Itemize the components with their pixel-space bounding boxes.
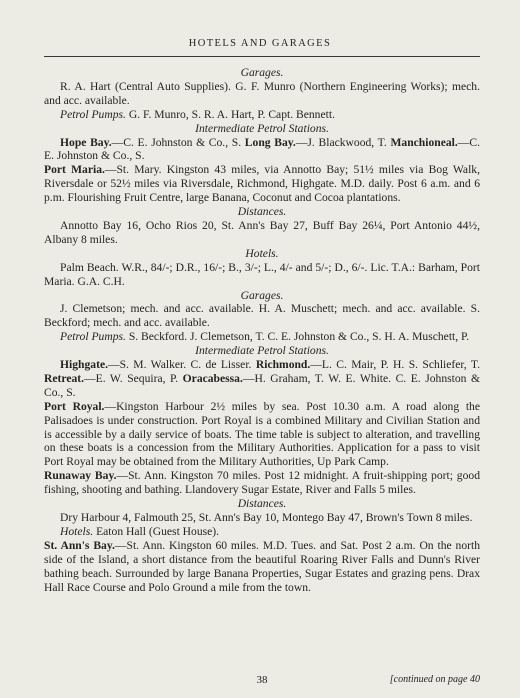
distances-text: Dry Harbour 4, Falmouth 25, St. Ann's Bay 10, Montego Bay 47, Brown's Town 8 miles. [60,511,473,524]
station-name: Hope Bay. [60,135,112,149]
hotels-text: Palm Beach. W.R., 84/-; D.R., 16/-; B., 3/-; L., 4/- and 5/-; D., 6/-. Lic. T.A.: Barham, Port Maria. G.A. C.H. [44,260,480,288]
station-name: Retreat. [44,371,85,385]
garages-text: R. A. Hart (Central Auto Supplies). G. F. Munro (Northern Engineering Works); mech. and acc. available. [44,79,480,107]
garages-heading: Garages. [240,66,284,79]
hotels-line [44,525,480,539]
station-name: Oracabessa. [182,371,243,385]
station-text: —S. M. Walker. C. de Lisser. [107,358,252,372]
page-number: 38 [256,674,268,686]
hotels-heading: Hotels. [245,246,279,260]
station-name: Richmond. [255,358,311,372]
entry-name-port-royal: Port Royal. [44,399,105,413]
stations-line [44,136,480,164]
running-head: HOTELS AND GARAGES [188,38,332,49]
runaway-bay-entry [44,469,480,497]
entry-name-runaway-bay: Runaway Bay. [44,469,117,483]
continued-note: [continued on page 40 [389,674,480,685]
garages-text: J. Clemetson; mech. and acc. available. H. A. Muschett; mech. and acc. available. S. Beckford; mech. and acc. available. [44,302,480,330]
station-text: —E. W. Sequira, P. [84,371,179,385]
entry-name-port-maria: Port Maria. [44,163,105,177]
petrol-pumps-line [44,108,480,122]
station-text: —H. Graham, T. W. E. White. C. E. Johnston & Co., S. [44,371,481,399]
hotels-label: Hotels. [60,524,94,538]
entry-name-st-anns-bay: St. Ann's Bay. [44,538,115,552]
station-text: —C. E. Johnston & Co., S. [111,135,242,149]
stations-line [44,358,480,400]
station-text: —L. C. Mair, P. H. S. Schliefer, T. [310,358,480,372]
station-text: —C. E. Johnston & Co., S. [44,135,480,163]
port-maria-entry [44,163,480,205]
intermediate-heading: Intermediate Petrol Stations. [195,121,329,135]
station-name: Highgate. [60,358,108,372]
distances-heading: Distances. [237,205,287,219]
petrol-pumps-label: Petrol Pumps. [60,330,126,344]
entry-text-port-royal: —Kingston Harbour 2½ miles by sea. Post 10.30 a.m. A road along the Palisadoes is under construction. Port Royal is a combined Military and Civilian Station and is accessible by a daily service of boats. The time table is subject to alteration, and travelling on these boats is a concession from the Military Authorities. Application for a pass to visit Port Royal may be obtained from the Military Authorities, Up Park Camp. [44,399,480,469]
petrol-pumps-text: G. F. Munro, S. R. A. Hart, P. Capt. Bennett. [128,107,335,121]
entry-text-st-anns-bay: —St. Ann. Kingston 60 miles. M.D. Tues. and Sat. Post 2 a.m. On the north side of the Island, a short distance from the beautiful Roaring River Falls and Dunn's River bathing beach. Surrounded by large Banana Properties, Sugar Estates and grazing pens. Drax Hall Race Course and Polo Ground a mile from the town. [44,538,480,594]
distances-heading: Distances. [237,497,287,511]
station-name: Long Bay. [244,135,296,149]
entry-text-runaway-bay: —St. Ann. Kingston 70 miles. Post 12 midnight. A fruit-shipping port; good fishing, shooting and bathing. Llandovery Sugar Estate, River and Falls 5 miles. [44,469,480,497]
entry-text-port-maria: —St. Mary. Kingston 43 miles, via Annotto Bay; 51½ miles via Bog Walk, Riversdale or 52½ miles via Riversdale, Richmond, Highgate. M.D. daily. Post 6 a.m. and 6 p.m. Flourishing Fruit Centre, large Banana, Coconut and Cocoa plantations. [44,163,480,205]
petrol-pumps-text: S. Beckford. J. Clemetson, T. C. E. Johnston & Co., S. H. A. Muschett, P. [128,330,470,344]
petrol-pumps-label: Petrol Pumps. [60,107,126,121]
station-name: Manchioneal. [390,135,458,149]
page-body [44,66,480,594]
port-royal-entry [44,400,480,470]
st-anns-bay-entry [44,539,480,595]
petrol-pumps-line [44,330,480,344]
distances-text: Annotto Bay 16, Ocho Rios 20, St. Ann's Bay 27, Buff Bay 26¼, Port Antonio 44½, Albany 8 miles. [44,218,480,246]
station-text: —J. Blackwood, T. [295,135,387,149]
intermediate-heading: Intermediate Petrol Stations. [195,344,329,358]
header-rule [44,56,480,57]
hotels-text: Eaton Hall (Guest House). [96,524,220,538]
garages-heading: Garages. [240,288,284,302]
